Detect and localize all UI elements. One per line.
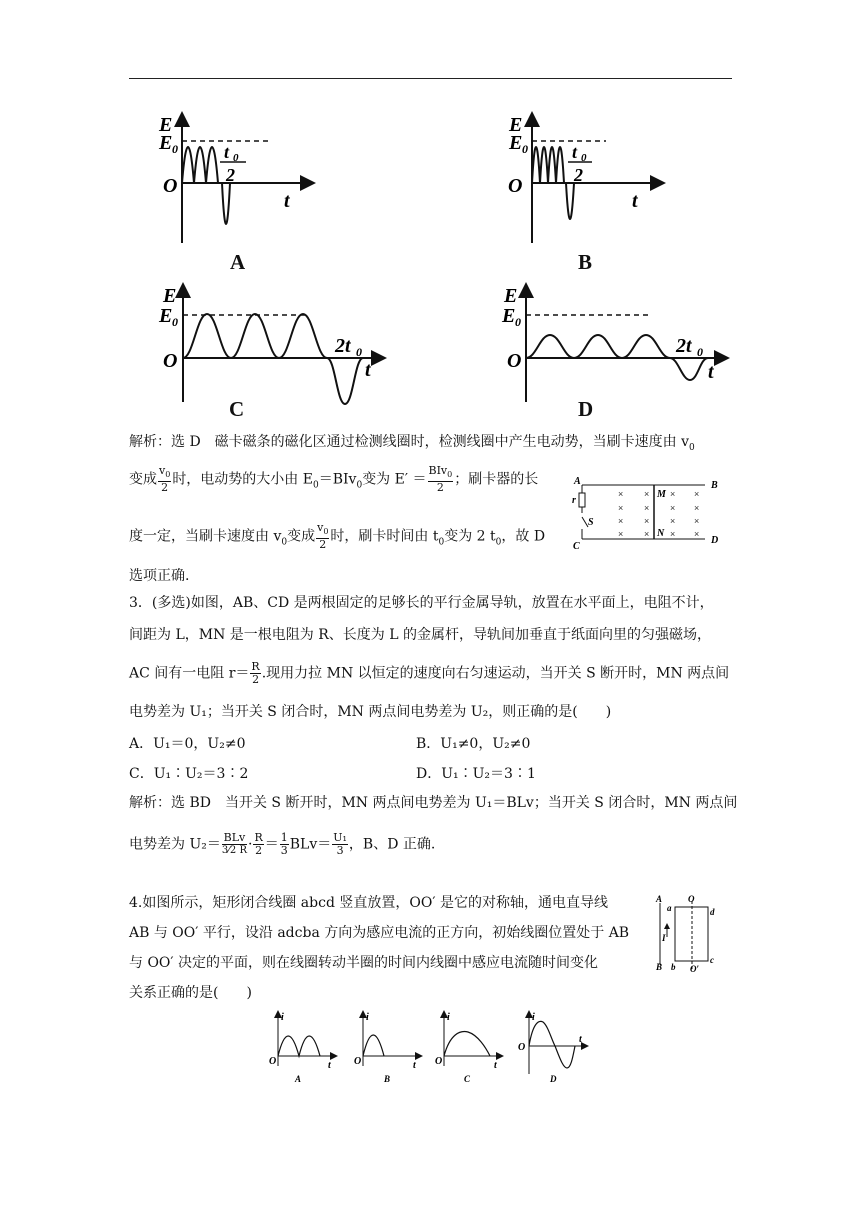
svg-text:×: × bbox=[694, 516, 700, 526]
svg-text:×: × bbox=[618, 489, 624, 499]
graph-b bbox=[500, 105, 680, 255]
svg-text:O: O bbox=[163, 350, 178, 372]
svg-text:M: M bbox=[657, 489, 666, 500]
svg-text:O′: O′ bbox=[690, 964, 700, 973]
svg-text:0: 0 bbox=[356, 345, 362, 359]
svg-text:b: b bbox=[671, 962, 676, 972]
svg-text:t: t bbox=[284, 190, 290, 212]
option-d: D．U₁∶U₂＝3∶1 bbox=[416, 766, 536, 782]
circuit-figure bbox=[570, 473, 730, 551]
svg-text:A: A bbox=[656, 894, 663, 904]
svg-text:O: O bbox=[269, 1056, 277, 1067]
svg-text:0: 0 bbox=[172, 142, 178, 156]
svg-text:×: × bbox=[694, 489, 700, 499]
graph-c bbox=[155, 280, 395, 410]
svg-text:E: E bbox=[159, 114, 173, 136]
svg-text:A: A bbox=[574, 476, 581, 487]
svg-text:0: 0 bbox=[515, 315, 521, 329]
analysis1-line2: 变成 $\frac{v_0}{2}$ 时，电动势的大小由 $E_0=BIv_0$变为 E′ ＝ $\frac{BIv_0}{2}$ ；刷卡器的长 bbox=[129, 464, 539, 495]
q3-line1: 3．(多选)如图，AB、CD 是两根固定的足够长的平行金属导轨，放置在水平面上，电阻不计， bbox=[129, 595, 714, 611]
svg-text:E: E bbox=[504, 285, 518, 307]
svg-text:2: 2 bbox=[226, 165, 235, 185]
graph-d bbox=[500, 280, 740, 410]
svg-text:×: × bbox=[618, 516, 624, 526]
svg-text:×: × bbox=[694, 529, 700, 539]
svg-text:×: × bbox=[670, 516, 676, 526]
svg-text:B: B bbox=[384, 1074, 391, 1084]
svg-text:A: A bbox=[295, 1074, 302, 1084]
current-graph-d bbox=[513, 1008, 593, 1088]
svg-text:O: O bbox=[435, 1056, 443, 1067]
svg-text:i: i bbox=[366, 1012, 369, 1023]
current-graph-b bbox=[347, 1008, 427, 1088]
svg-text:×: × bbox=[670, 529, 676, 539]
svg-text:t: t bbox=[224, 142, 230, 162]
svg-text:×: × bbox=[618, 529, 624, 539]
svg-text:t: t bbox=[579, 1034, 582, 1045]
svg-text:B: B bbox=[711, 480, 718, 491]
svg-text:S: S bbox=[588, 517, 594, 528]
svg-text:B: B bbox=[656, 962, 663, 972]
svg-text:0: 0 bbox=[522, 142, 528, 156]
q3-answer-line1: 解析：选 BD 当开关 S 断开时，MN 两点间电势差为 U₁＝BLv；当开关 S 闭合时，MN 两点间 bbox=[129, 795, 738, 811]
svg-text:0: 0 bbox=[172, 315, 178, 329]
svg-text:E: E bbox=[159, 132, 173, 154]
svg-text:i: i bbox=[532, 1012, 535, 1023]
svg-text:O: O bbox=[507, 350, 522, 372]
svg-text:t: t bbox=[365, 359, 371, 381]
svg-text:D: D bbox=[711, 535, 719, 546]
option-a: A．U₁＝0，U₂≠0 bbox=[129, 736, 246, 752]
caption-d: D bbox=[578, 397, 594, 421]
svg-text:i: i bbox=[447, 1012, 450, 1023]
q4-line3: 与 OO′ 决定的平面，则在线圈转动半圈的时间内线圈中感应电流随时间变化 bbox=[129, 955, 599, 971]
svg-text:E: E bbox=[509, 132, 523, 154]
svg-text:×: × bbox=[644, 503, 650, 513]
svg-text:O: O bbox=[518, 1042, 526, 1053]
svg-text:t: t bbox=[572, 142, 578, 162]
svg-text:a: a bbox=[667, 903, 672, 913]
svg-text:×: × bbox=[644, 516, 650, 526]
svg-text:0: 0 bbox=[581, 152, 587, 164]
q4-line4: 关系正确的是( ) bbox=[129, 985, 252, 1001]
svg-text:×: × bbox=[670, 489, 676, 499]
svg-text:×: × bbox=[644, 489, 650, 499]
svg-text:×: × bbox=[670, 503, 676, 513]
q4-line2: AB 与 OO′ 平行，设沿 adcba 方向为感应电流的正方向，初始线圈位置处于 AB bbox=[129, 925, 630, 941]
svg-text:E: E bbox=[509, 114, 523, 136]
svg-text:0: 0 bbox=[233, 152, 239, 164]
svg-text:O: O bbox=[688, 894, 695, 904]
svg-text:O: O bbox=[354, 1056, 362, 1067]
svg-text:×: × bbox=[618, 503, 624, 513]
q3-line4: 电势差为 U₁；当开关 S 闭合时，MN 两点间电势差为 U₂，则正确的是( ) bbox=[129, 704, 612, 720]
q4-line1: 4.如图所示，矩形闭合线圈 abcd 竖直放置，OO′ 是它的对称轴，通电直导线 bbox=[129, 895, 608, 911]
svg-text:×: × bbox=[644, 529, 650, 539]
coil-figure bbox=[652, 893, 727, 973]
current-graph-c bbox=[428, 1008, 508, 1088]
svg-text:D: D bbox=[550, 1074, 557, 1084]
caption-b: B bbox=[578, 250, 593, 274]
svg-text:O: O bbox=[163, 175, 178, 197]
svg-text:i: i bbox=[281, 1012, 284, 1023]
svg-text:E: E bbox=[159, 305, 173, 327]
svg-text:t: t bbox=[494, 1060, 497, 1071]
svg-text:0: 0 bbox=[697, 345, 703, 359]
analysis1-line1: 解析：选 D 磁卡磁条的磁化区通过检测线圈时，检测线圈中产生电动势，当刷卡速度由 $v_0$ bbox=[129, 434, 695, 453]
svg-text:2t: 2t bbox=[335, 335, 351, 357]
svg-text:d: d bbox=[710, 907, 715, 917]
option-b: B．U₁≠0，U₂≠0 bbox=[416, 736, 531, 752]
svg-text:O: O bbox=[508, 175, 523, 197]
svg-text:E: E bbox=[163, 285, 177, 307]
svg-text:×: × bbox=[694, 503, 700, 513]
svg-text:E: E bbox=[502, 305, 516, 327]
analysis1-line4: 选项正确. bbox=[129, 568, 190, 584]
caption-a: A bbox=[230, 250, 246, 274]
caption-c: C bbox=[229, 397, 245, 421]
svg-text:t: t bbox=[328, 1060, 331, 1071]
svg-text:t: t bbox=[632, 190, 638, 212]
svg-text:C: C bbox=[464, 1074, 471, 1084]
svg-text:c: c bbox=[710, 955, 714, 965]
svg-text:2t: 2t bbox=[676, 335, 692, 357]
svg-text:C: C bbox=[573, 541, 580, 551]
svg-text:N: N bbox=[657, 528, 665, 539]
graph-a bbox=[150, 105, 330, 255]
q3-answer-line2: 电势差为 U₂＝ $\frac{\text{BLv}}{3⁄2 R}$ · $\frac{R}{2}$ ＝ $\frac{1}{3}$ BLv＝ $\frac{\text{U₁}}{3}$ ，B、D 正确. bbox=[129, 831, 436, 857]
svg-text:t: t bbox=[413, 1060, 416, 1071]
analysis1-line3: 度一定，当刷卡速度由 $v_0$变成 $\frac{v_0}{2}$ 时，刷卡时间由 $t_0$变为 2 $t_0$，故 D bbox=[129, 521, 546, 552]
current-graph-a bbox=[262, 1008, 342, 1088]
q3-line2: 间距为 L，MN 是一根电阻为 R、长度为 L 的金属杆，导轨间加垂直于纸面向里的匀强磁场， bbox=[129, 627, 711, 643]
svg-text:2: 2 bbox=[574, 165, 583, 185]
header-rule bbox=[129, 78, 732, 79]
option-c: C．U₁∶U₂＝3∶2 bbox=[129, 766, 249, 782]
svg-text:I: I bbox=[662, 933, 666, 943]
svg-text:r: r bbox=[572, 495, 576, 506]
q3-line3: AC 间有一电阻 r＝ $\frac{R}{2}$ .现用力拉 MN 以恒定的速度向右匀速运动，当开关 S 断开时，MN 两点间 bbox=[129, 660, 730, 686]
svg-text:t: t bbox=[708, 361, 714, 383]
